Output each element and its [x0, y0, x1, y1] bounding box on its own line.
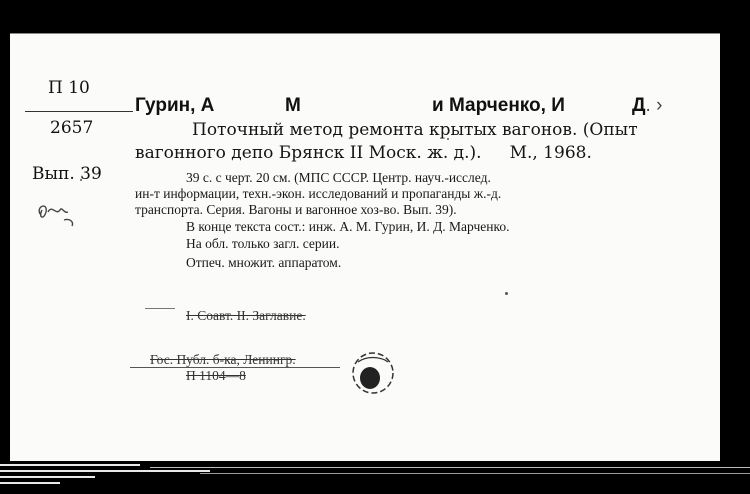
collation-line-2: ин-т информации, техн.-экон. исследований и пропаганды ж.-д.	[135, 186, 502, 201]
heading-author-1: Гурин, А	[135, 95, 215, 116]
library-seal-icon	[348, 348, 398, 398]
tracings: I. Соавт. II. Заглавие.	[186, 308, 306, 323]
shelf-mark-divider	[25, 111, 133, 112]
scan-border-top	[0, 0, 750, 30]
heading-author-2: и Марченко, И	[432, 95, 565, 116]
scan-border-right	[720, 0, 750, 494]
call-number: 2657	[50, 118, 94, 138]
issue-mark: Вып. 39	[32, 164, 102, 184]
scan-border-bottom	[0, 460, 750, 494]
heading-author-1-initial: М	[285, 95, 301, 116]
heading-author-2-initial: Д	[632, 95, 646, 116]
heading-tail: . ›	[645, 95, 663, 116]
shelf-mark: П 10	[48, 78, 90, 98]
scan-streak	[0, 470, 210, 472]
handwritten-mark	[34, 194, 82, 228]
note-line-3: Отпеч. множит. аппаратом.	[186, 255, 342, 270]
collation-line-1: 39 с. с черт. 20 см. (МПС СССР. Центр. науч.-исслед.	[186, 170, 491, 185]
scan-streak	[0, 476, 95, 478]
stamp-number: П 1104—8	[186, 368, 246, 383]
note-line-2: На обл. только загл. серии.	[186, 236, 340, 251]
collation-line-3: транспорта. Серия. Вагоны и вагонное хоз-во. Вып. 39).	[135, 202, 457, 217]
scan-streak	[200, 473, 750, 474]
speckle	[505, 292, 508, 295]
imprint: М., 1968.	[509, 143, 592, 163]
scan-streak	[150, 467, 750, 468]
note-line-1: В конце текста сост.: инж. А. М. Гурин, И. Д. Марченко.	[186, 219, 510, 234]
scan-streak	[0, 482, 60, 484]
title-line-1: Поточный метод ремонта крытых вагонов. (Опыт	[192, 120, 638, 140]
title-line-2	[135, 143, 592, 163]
tracing-dash	[145, 308, 175, 309]
scan-streak	[0, 464, 140, 466]
stamp-library: Гос. Публ. б-ка, Ленингр.	[150, 352, 296, 367]
card-heading	[135, 95, 662, 117]
title-continuation: вагонного депо Брянск II Моск. ж. д.).	[135, 143, 482, 163]
